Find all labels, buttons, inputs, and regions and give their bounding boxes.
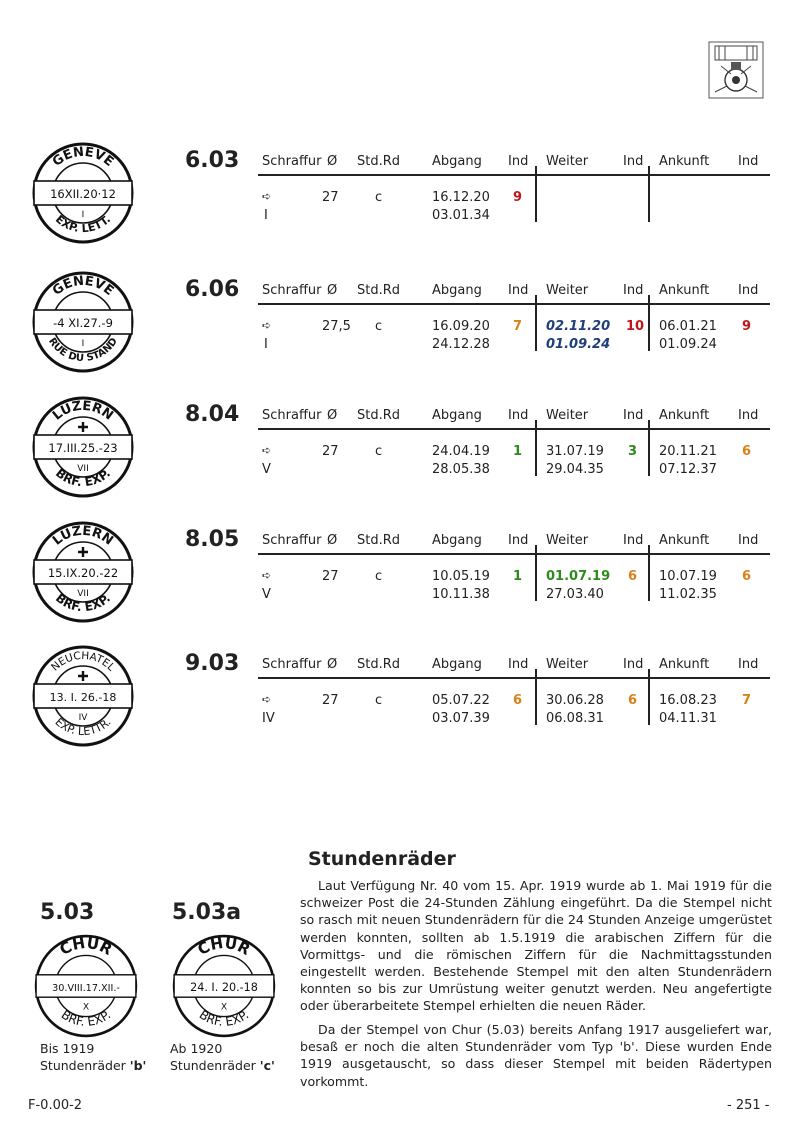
svg-text:GENÈVE — [50, 273, 116, 299]
abgang-ind: 6 — [513, 693, 523, 708]
stamp-top-text: LUZERN — [49, 523, 116, 549]
header-ind: Ind — [508, 154, 529, 169]
column-divider — [648, 420, 650, 476]
stamp-number: 6.03 — [185, 148, 240, 173]
column-divider — [535, 166, 537, 222]
stamp-top-text: GENEVE — [49, 144, 117, 170]
stamp-bottom-text: BRF. EXP. — [196, 1007, 252, 1029]
stamp-bottom-text: EXP. LETTR. — [52, 715, 114, 739]
stamp-bottom-text: BRF. EXP. — [58, 1007, 114, 1029]
header-ankunft: Ankunft — [659, 408, 710, 423]
header-diameter: Ø — [327, 283, 338, 298]
column-divider — [535, 669, 537, 725]
header-ind: Ind — [738, 408, 759, 423]
stamp-bottom-text: EXP. LETT. — [52, 212, 114, 236]
schraffur-numeral: IV — [262, 711, 275, 726]
header-abgang: Abgang — [432, 533, 482, 548]
ankunft-value: 06.01.21 — [659, 319, 717, 334]
entry-8-04 — [0, 398, 800, 512]
header-ind: Ind — [623, 283, 644, 298]
stamp-sub: I — [81, 210, 85, 220]
table-divider — [258, 428, 770, 430]
header-diameter: Ø — [327, 533, 338, 548]
stamp-sub: VII — [77, 589, 89, 599]
schraffur-numeral: V — [262, 587, 271, 602]
caption-right-line2 — [170, 1057, 275, 1074]
column-divider — [535, 295, 537, 351]
header-schraffur: Schraffur — [262, 408, 322, 423]
stamp-date: 24. I. 20.-18 — [190, 981, 258, 995]
weiter-ind: 6 — [628, 569, 638, 584]
stamp-number: 8.05 — [185, 527, 240, 552]
schraffur-arrow: ➪ — [262, 569, 272, 582]
header-ind: Ind — [738, 533, 759, 548]
header-ankunft: Ankunft — [659, 657, 710, 672]
caption-left-text: Stundenräder — [40, 1058, 130, 1073]
caption-left-line1: Bis 1919 — [40, 1041, 95, 1056]
ankunft-value: 11.02.35 — [659, 587, 717, 602]
weiter-ind: 3 — [628, 444, 638, 459]
header-stdrd: Std.Rd — [357, 408, 401, 423]
header-weiter: Weiter — [546, 533, 589, 548]
header-schraffur: Schraffur — [262, 533, 322, 548]
page-number: - 251 - — [727, 1098, 770, 1113]
stdrd-value: c — [375, 319, 383, 334]
header-ankunft: Ankunft — [659, 154, 710, 169]
header-schraffur: Schraffur — [262, 154, 322, 169]
ankunft-ind: 9 — [742, 319, 752, 334]
ankunft-value: 20.11.21 — [659, 444, 717, 459]
abgang-value: 03.01.34 — [432, 208, 490, 223]
stdrd-value: c — [375, 569, 383, 584]
caption-right-type: 'c' — [259, 1058, 275, 1073]
stamp-sub: X — [82, 1001, 90, 1013]
stamp-bottom-text: BRF. EXP. — [52, 465, 114, 490]
column-divider — [648, 295, 650, 351]
header-ind: Ind — [738, 283, 759, 298]
postmark-geneve-rue-du-stand — [28, 267, 138, 377]
schraffur-arrow: ➪ — [262, 190, 272, 203]
header-ind: Ind — [738, 657, 759, 672]
entry-8-05 — [0, 523, 800, 637]
postmark-neuchatel — [28, 641, 138, 751]
header-stdrd: Std.Rd — [357, 657, 401, 672]
header-weiter: Weiter — [546, 154, 589, 169]
weiter-value: 06.08.31 — [546, 711, 604, 726]
engraving-logo — [707, 36, 765, 104]
stdrd-value: c — [375, 693, 383, 708]
diameter-value: 27 — [322, 444, 339, 459]
stamp-top-text: LUZERN — [49, 398, 116, 424]
header-diameter: Ø — [327, 657, 338, 672]
postmark-geneve — [28, 138, 138, 248]
caption-right-line1: Ab 1920 — [170, 1041, 223, 1056]
entry-9-03 — [0, 651, 800, 761]
ankunft-value: 16.08.23 — [659, 693, 717, 708]
weiter-value: 01.09.24 — [546, 337, 611, 352]
header-stdrd: Std.Rd — [357, 283, 401, 298]
section-title: Stundenräder — [308, 848, 456, 870]
stamp-date: 16XII.20·12 — [50, 187, 116, 201]
diameter-value: 27 — [322, 190, 339, 205]
header-schraffur: Schraffur — [262, 283, 322, 298]
column-divider — [535, 545, 537, 601]
header-ankunft: Ankunft — [659, 283, 710, 298]
header-ind: Ind — [623, 533, 644, 548]
stamp-bottom-text: RUE DU STAND — [46, 336, 120, 365]
header-stdrd: Std.Rd — [357, 154, 401, 169]
entry-6-06 — [0, 273, 800, 387]
header-abgang: Abgang — [432, 408, 482, 423]
abgang-ind: 7 — [513, 319, 523, 334]
diameter-value: 27,5 — [322, 319, 351, 334]
header-abgang: Abgang — [432, 154, 482, 169]
header-diameter: Ø — [327, 154, 338, 169]
table-divider — [258, 677, 770, 679]
stamp-sub: VII — [77, 464, 89, 474]
stamp-sub: X — [220, 1001, 228, 1013]
header-weiter: Weiter — [546, 283, 589, 298]
schraffur-arrow: ➪ — [262, 319, 272, 332]
schraffur-arrow: ➪ — [262, 693, 272, 706]
header-ind: Ind — [738, 154, 759, 169]
table-divider — [258, 553, 770, 555]
ankunft-value: 04.11.31 — [659, 711, 717, 726]
abgang-value: 24.04.19 — [432, 444, 490, 459]
abgang-ind: 9 — [513, 190, 523, 205]
header-stdrd: Std.Rd — [357, 533, 401, 548]
postmark-chur-b — [30, 930, 142, 1042]
table-divider — [258, 174, 770, 176]
abgang-ind: 1 — [513, 444, 523, 459]
caption-right-text: Stundenräder — [170, 1058, 260, 1073]
stamp-number: 6.06 — [185, 277, 240, 302]
schraffur-numeral: I — [264, 337, 268, 352]
abgang-value: 16.12.20 — [432, 190, 490, 205]
stdrd-value: c — [375, 444, 383, 459]
postmark-luzern — [28, 392, 138, 502]
stamp-date: -4 XI.27.-9 — [53, 316, 113, 330]
header-ind: Ind — [508, 408, 529, 423]
schraffur-arrow: ➪ — [262, 444, 272, 457]
stamp-date: 17.III.25.-23 — [48, 441, 118, 455]
ankunft-value: 07.12.37 — [659, 462, 717, 477]
schraffur-numeral: V — [262, 462, 271, 477]
header-ind: Ind — [508, 657, 529, 672]
header-weiter: Weiter — [546, 657, 589, 672]
stamp-date: 15.IX.20.-22 — [47, 566, 119, 580]
stamp-number: 9.03 — [185, 651, 240, 676]
stamp-top-text: CHUR — [194, 933, 254, 959]
header-ind: Ind — [623, 154, 644, 169]
paragraph-1 — [300, 877, 772, 1015]
ankunft-value: 10.07.19 — [659, 569, 717, 584]
weiter-value: 29.04.35 — [546, 462, 604, 477]
ankunft-ind: 6 — [742, 444, 752, 459]
footer-code: F-0.00-2 — [28, 1098, 83, 1113]
entry-6-03 — [0, 144, 800, 258]
abgang-value: 24.12.28 — [432, 337, 490, 352]
abgang-ind: 1 — [513, 569, 523, 584]
weiter-value: 01.07.19 — [546, 569, 611, 584]
diameter-value: 27 — [322, 569, 339, 584]
header-abgang: Abgang — [432, 657, 482, 672]
postmark-chur-c — [168, 930, 280, 1042]
header-schraffur: Schraffur — [262, 657, 322, 672]
stamp-sub: IV — [78, 713, 88, 723]
weiter-ind: 10 — [626, 319, 645, 334]
stamp-number-5-03: 5.03 — [40, 900, 95, 925]
stdrd-value: c — [375, 190, 383, 205]
header-ind: Ind — [623, 408, 644, 423]
stamp-number-5-03a: 5.03a — [172, 900, 242, 925]
abgang-value: 16.09.20 — [432, 319, 490, 334]
column-divider — [535, 420, 537, 476]
weiter-value: 27.03.40 — [546, 587, 604, 602]
column-divider — [648, 166, 650, 222]
diameter-value: 27 — [322, 693, 339, 708]
weiter-ind: 6 — [628, 693, 638, 708]
header-weiter: Weiter — [546, 408, 589, 423]
postmark-luzern — [28, 517, 138, 627]
stamp-date: 30.VIII.17.XII.- — [52, 983, 120, 995]
caption-left-type: 'b' — [129, 1058, 147, 1073]
weiter-value: 02.11.20 — [546, 319, 611, 334]
weiter-value: 30.06.28 — [546, 693, 604, 708]
header-ind: Ind — [508, 283, 529, 298]
stamp-top-text: CHUR — [56, 933, 116, 959]
abgang-value: 28.05.38 — [432, 462, 490, 477]
column-divider — [648, 545, 650, 601]
paragraph-1-text: Laut Verfügung Nr. 40 vom 15. Apr. 1919 wurde ab 1. Mai 1919 für die schweizer Post die 24-Stunden Zählung eingeführt. Da die Stempel nicht so rasch mit neuen Stundenrädern für die 24 Stunden Anzeige umgerüstet werden konnten, sollten ab 1.5.1919 die arabischen Ziffern für die Vormittgs- und die römischen Ziffern für die Nachmittagsstunden eingestellt werden. Bestehende Stempel mit den alten Stundenrädern konnten so bis zur Umrüstung weiter genutzt werden. Neu angefertigte oder überarbeitete Stempel erhielten die neuen Räder. — [300, 878, 773, 1014]
caption-left — [40, 1040, 146, 1074]
stamp-top-text: GENÈVE — [49, 273, 117, 299]
ankunft-ind: 6 — [742, 569, 752, 584]
abgang-value: 03.07.39 — [432, 711, 490, 726]
header-ankunft: Ankunft — [659, 533, 710, 548]
paragraph-2-text: Da der Stempel von Chur (5.03) bereits Anfang 1917 ausgeliefert war, besaß er noch die alten Stundenräder vom Typ 'b'. Diese wurden Ende 1919 ausgetauscht, so dass dieser Stempel mit beiden Rädertypen vorkommt. — [300, 1022, 772, 1089]
header-ind: Ind — [623, 657, 644, 672]
stamp-sub: I — [81, 339, 85, 349]
caption-left-line2 — [40, 1057, 146, 1074]
paragraph-2 — [300, 1021, 772, 1090]
abgang-value: 05.07.22 — [432, 693, 490, 708]
schraffur-numeral: I — [264, 208, 268, 223]
stamp-top-text: NEUCHATEL — [48, 649, 118, 674]
abgang-value: 10.11.38 — [432, 587, 490, 602]
ankunft-ind: 7 — [742, 693, 752, 708]
header-abgang: Abgang — [432, 283, 482, 298]
column-divider — [648, 669, 650, 725]
header-diameter: Ø — [327, 408, 338, 423]
table-divider — [258, 303, 770, 305]
header-ind: Ind — [508, 533, 529, 548]
ankunft-value: 01.09.24 — [659, 337, 717, 352]
weiter-value: 31.07.19 — [546, 444, 604, 459]
stamp-number: 8.04 — [185, 402, 240, 427]
abgang-value: 10.05.19 — [432, 569, 490, 584]
stamp-bottom-text: BRF. EXP. — [52, 590, 114, 615]
stamp-date: 13. I. 26.-18 — [49, 691, 117, 704]
caption-right — [170, 1040, 275, 1074]
